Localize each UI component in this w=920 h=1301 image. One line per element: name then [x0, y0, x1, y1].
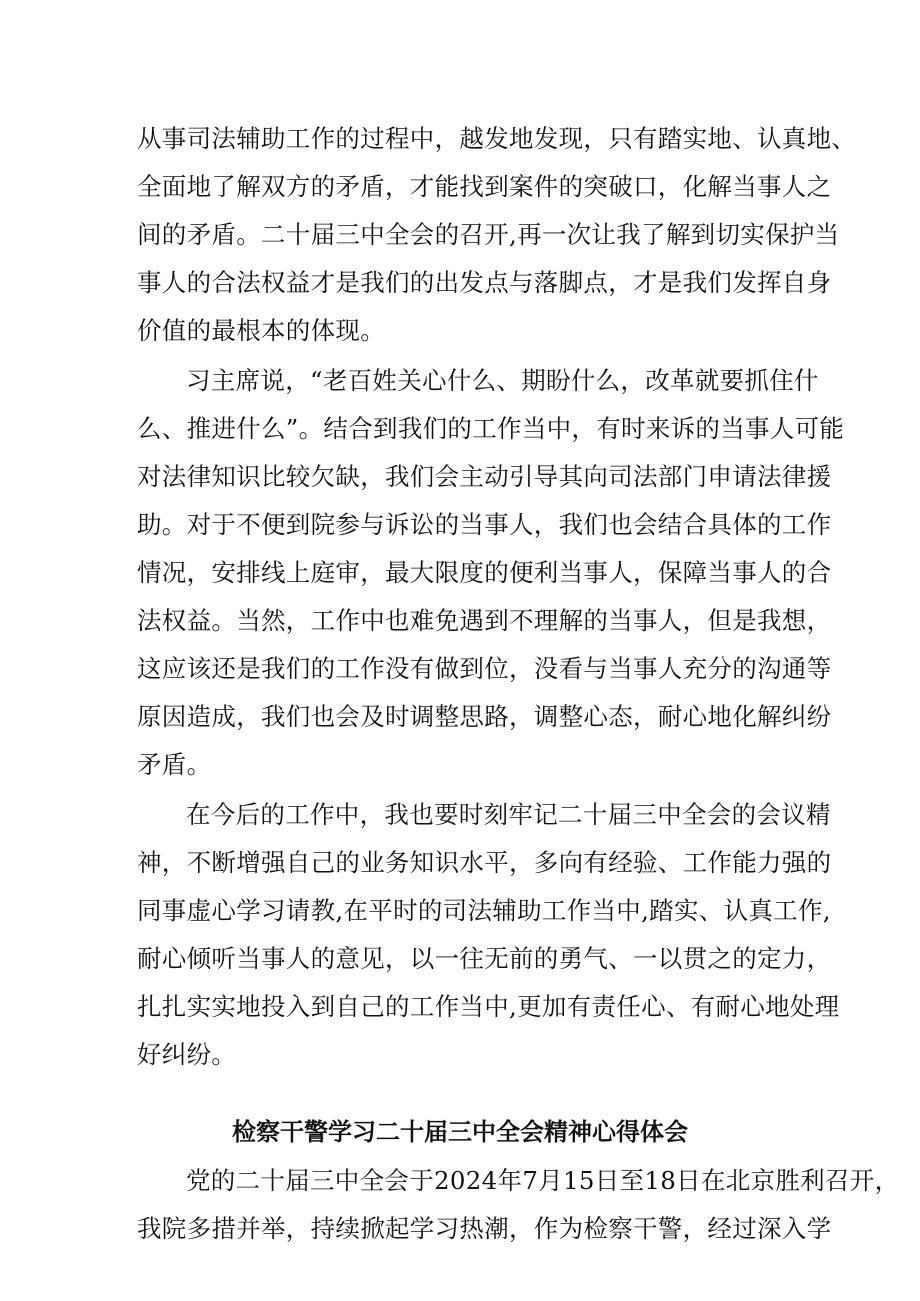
- text-line: 对法律知识比较欠缺，我们会主动引导其向司法部门申请法律援: [137, 462, 832, 491]
- text-line: 神，不断增强自己的业务知识水平，多向有经验、工作能力强的: [137, 848, 832, 877]
- text-line: 在今后的工作中，我也要时刻牢记二十届三中全会的会议精: [186, 800, 831, 829]
- text-line: 价值的最根本的体现。: [137, 316, 385, 345]
- text-line: 这应该还是我们的工作没有做到位，没看与当事人充分的沟通等: [137, 654, 832, 683]
- text-line: 从事司法辅助工作的过程中，越发地发现，只有踏实地、认真地、: [137, 124, 857, 153]
- text-line: 原因造成，我们也会及时调整思路，调整心态，耐心地化解纠纷: [137, 702, 832, 731]
- text-line: 间的矛盾。二十届三中全会的召开,再一次让我了解到切实保护当: [137, 220, 840, 249]
- text-line: 我院多措并举，持续掀起学习热潮，作为检察干警，经过深入学: [137, 1214, 832, 1243]
- text-line: 么、推进什么”。结合到我们的工作当中，有时来诉的当事人可能: [137, 414, 845, 443]
- text-line: 法权益。当然，工作中也难免遇到不理解的当事人，但是我想，: [137, 606, 832, 635]
- text-line: 耐心倾听当事人的意见，以一往无前的勇气、一以贯之的定力，: [137, 944, 832, 973]
- text-line: 矛盾。: [137, 750, 212, 779]
- text-line: 全面地了解双方的矛盾，才能找到案件的突破口，化解当事人之: [137, 172, 832, 201]
- text-line: 事人的合法权益才是我们的出发点与落脚点，才是我们发挥自身: [137, 268, 832, 297]
- text-line: 扎扎实实地投入到自己的工作当中,更加有责任心、有耐心地处理: [137, 992, 840, 1021]
- text-line: 习主席说，“老百姓关心什么、期盼什么，改革就要抓住什: [186, 366, 819, 395]
- text-line: 好纠纷。: [137, 1040, 237, 1069]
- text-line: 情况，安排线上庭审，最大限度的便利当事人，保障当事人的合: [137, 558, 832, 587]
- section-title: 检察干警学习二十届三中全会精神心得体会: [232, 1117, 688, 1146]
- text-line: 助。对于不便到院参与诉讼的当事人，我们也会结合具体的工作: [137, 510, 832, 539]
- text-line: 党的二十届三中全会于2024年7月15日至18日在北京胜利召开，: [186, 1166, 900, 1195]
- text-line: 同事虚心学习请教,在平时的司法辅助工作当中,踏实、认真工作,: [137, 896, 831, 925]
